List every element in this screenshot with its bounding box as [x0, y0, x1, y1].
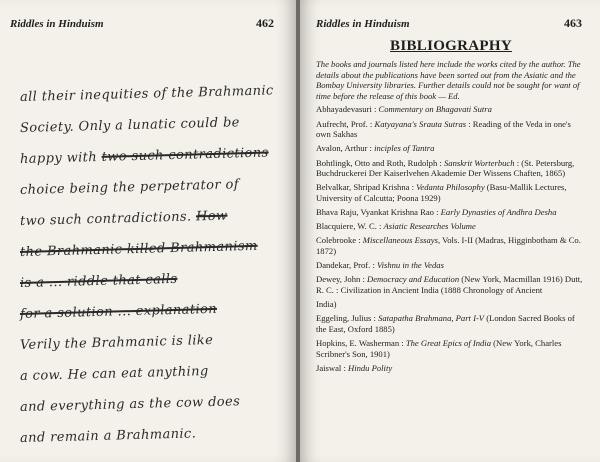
entry-rest: : (St. Petersburg, Buchdruckerei Der Kaiserlvehen Akademie Der Wissens Chaften, 1865)	[316, 157, 575, 179]
handwritten-text: Verily the Brahmanic is like	[19, 332, 214, 353]
entry-title: inciples of Tantra	[374, 143, 435, 154]
bibliography-heading: BIBLIOGRAPHY	[390, 38, 512, 54]
handwritten-text: a cow. He can eat anything	[19, 364, 209, 384]
entry-author: India)	[316, 299, 337, 310]
entry-title: Democracy and Education	[367, 274, 460, 285]
handwritten-manuscript	[20, 82, 280, 454]
bibliography-intro: The books and journals listed here include the works cited by the author. The details about the publications have been sorted out from the Asiatic and the Bombay University libraries. Further details could not be sought for want of time before the release of this book — Ed.	[316, 59, 581, 101]
entry-title: Sanskrit Worterbuch	[443, 157, 515, 168]
bibliography-entry	[316, 260, 586, 271]
entry-author: Avalon, Arthur :	[316, 143, 375, 154]
handwritten-text: all their inequities of the Brahmanic	[19, 83, 274, 105]
running-head-right: Riddles in Hinduism	[316, 18, 410, 30]
bibliography-entry	[316, 207, 586, 218]
struck-text: two such contradictions	[101, 145, 269, 165]
struck-text: the Brahmanic killed Brahmanism	[19, 238, 258, 260]
entry-rest: (London Sacred Books of the East, Oxford 1885)	[316, 313, 575, 334]
manuscript-line	[20, 416, 281, 454]
entry-title: Satapatha Brahmana, Part I-V	[378, 313, 485, 324]
handwritten-text: Society. Only a lunatic could be	[19, 115, 240, 136]
bibliography-entry	[316, 221, 586, 232]
page-number-left: 462	[256, 16, 274, 30]
entry-rest: : Reading of the Veda in one's own Sakhas	[316, 118, 571, 140]
bibliography-entry	[316, 274, 586, 295]
entry-author: Jaiswal :	[316, 362, 348, 373]
entry-author: Bhava Raju, Vyankat Krishna Rao :	[316, 207, 441, 218]
entry-author: Eggeling, Julius :	[316, 313, 379, 324]
entry-author: Colebrooke :	[316, 235, 363, 246]
struck-text: for a solution ... explanation	[19, 301, 218, 322]
entry-author: Belvalkar, Shripad Krishna :	[316, 182, 417, 193]
entry-title: Early Dynasties of Andhra Desha	[440, 207, 557, 218]
bibliography-entry	[316, 235, 586, 256]
running-head-left: Riddles in Hinduism	[10, 18, 104, 30]
bibliography-entry	[316, 143, 586, 154]
handwritten-text: and remain a Brahmanic.	[19, 426, 197, 446]
bibliography-entry	[316, 119, 586, 140]
bibliography-entries	[316, 104, 586, 373]
bibliography-entry	[316, 104, 586, 115]
entry-title: Commentary on Bhagavati Sutra	[378, 104, 492, 115]
handwritten-text: two such contradictions.	[19, 209, 197, 229]
bibliography-entry	[316, 338, 586, 359]
struck-text: How	[195, 208, 228, 225]
entry-rest: (New York, Charles Scribner's Son, 1901)	[316, 338, 562, 359]
entry-rest: (New York, Macmillan 1916) Dutt, R. C. : Civilization in Ancient India (1888 Chronology of Ancient	[316, 274, 583, 296]
handwritten-text: and everything as the cow does	[19, 394, 241, 415]
right-page	[300, 0, 600, 462]
entry-title: Vishnu in the Vedas	[377, 260, 444, 271]
entry-author: Aufrecht, Prof. :	[316, 118, 375, 129]
bibliography-entry	[316, 182, 586, 203]
entry-title: Hindu Polity	[347, 362, 393, 373]
entry-author: Dandekar, Prof. :	[316, 260, 377, 271]
entry-title: The Great Epics of India	[405, 338, 491, 349]
entry-title: Miscellaneous Essays	[362, 235, 438, 246]
entry-title: Asiatic Researches Volume	[383, 221, 476, 232]
entry-author: Bohtlingk, Otto and Roth, Rudolph :	[316, 157, 444, 168]
bibliography-entry	[316, 313, 586, 334]
left-page	[0, 0, 296, 462]
entry-rest: (Basu-Mallik Lectures, University of Calcutta; Poona 1929)	[316, 182, 567, 203]
bibliography-section	[316, 38, 586, 377]
entry-author: Hopkins, E. Washerman :	[316, 338, 406, 349]
bibliography-entry	[316, 363, 586, 374]
entry-author: Abhayadevasuri :	[316, 104, 379, 115]
entry-title: Vedanta Philosophy	[416, 182, 485, 193]
entry-title: Katyayana's Srauta Sutras	[374, 118, 467, 129]
struck-text: is a ... riddle that calls	[19, 271, 178, 291]
handwritten-text: happy with	[19, 149, 102, 167]
entry-author: Dewey, John :	[316, 274, 367, 285]
bibliography-entry	[316, 299, 586, 310]
bibliography-entry	[316, 158, 586, 179]
handwritten-text: choice being the perpetrator of	[19, 177, 240, 198]
entry-rest: , Vols. I-II (Madras, Higginbotham & Co. 1872)	[316, 235, 581, 257]
page-number-right: 463	[564, 16, 582, 30]
entry-author: Blacquiere, W. C. :	[316, 221, 384, 232]
